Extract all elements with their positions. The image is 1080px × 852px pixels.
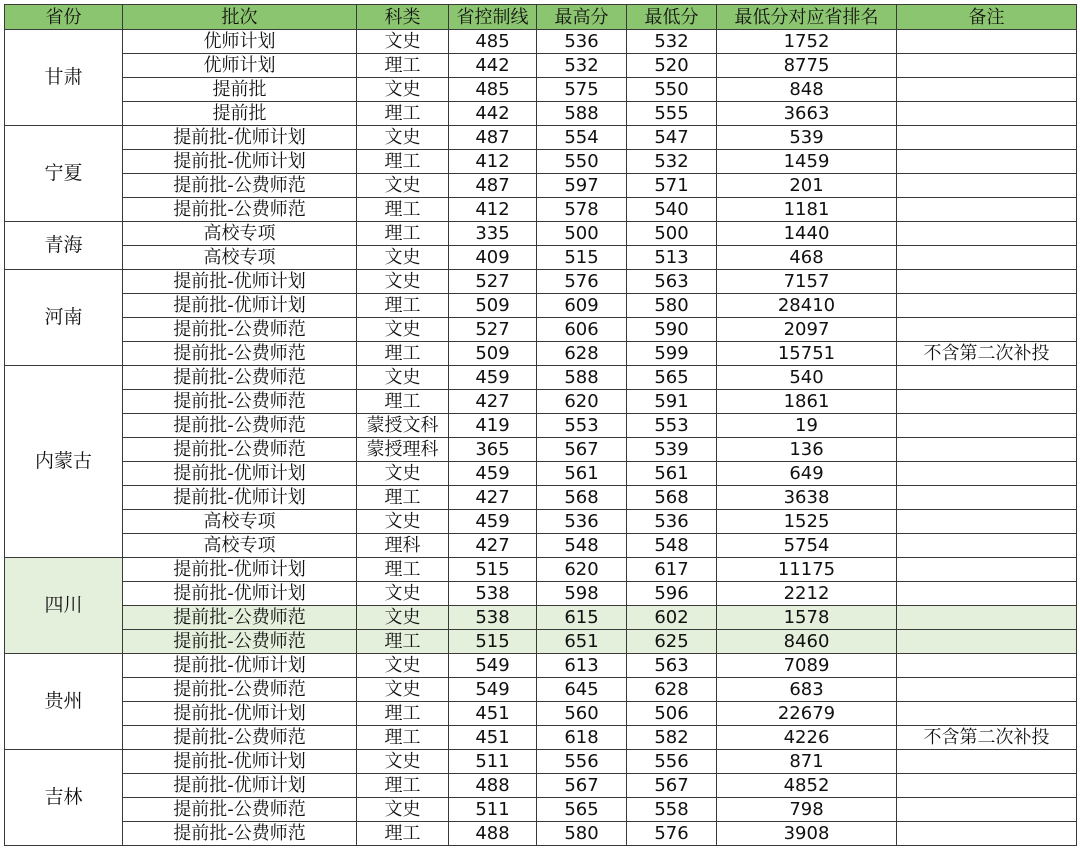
note-cell[interactable] (897, 438, 1077, 462)
note-cell[interactable] (897, 630, 1077, 654)
rank-cell[interactable]: 4852 (717, 774, 897, 798)
control-line-cell[interactable]: 442 (449, 102, 537, 126)
rank-cell[interactable]: 683 (717, 678, 897, 702)
table-row (5, 294, 1077, 318)
batch-cell[interactable]: 提前批 (123, 102, 357, 126)
header-cell[interactable]: 省份 (5, 5, 123, 30)
rank-cell[interactable]: 136 (717, 438, 897, 462)
table-row (5, 798, 1077, 822)
max-score-cell[interactable]: 575 (537, 78, 627, 102)
note-cell[interactable]: 不含第二次补投 (897, 342, 1077, 366)
max-score-cell[interactable]: 578 (537, 198, 627, 222)
control-line-cell[interactable]: 527 (449, 270, 537, 294)
note-cell[interactable] (897, 294, 1077, 318)
rank-cell[interactable]: 539 (717, 126, 897, 150)
control-line-cell[interactable]: 538 (449, 582, 537, 606)
batch-cell[interactable]: 提前批-公费师范 (123, 822, 357, 846)
control-line-cell[interactable]: 527 (449, 318, 537, 342)
max-score-cell[interactable]: 620 (537, 558, 627, 582)
rank-cell[interactable]: 871 (717, 750, 897, 774)
rank-cell[interactable]: 798 (717, 798, 897, 822)
rank-cell[interactable]: 19 (717, 414, 897, 438)
table-row (5, 486, 1077, 510)
batch-cell[interactable]: 提前批-公费师范 (123, 414, 357, 438)
header-cell[interactable]: 科类 (357, 5, 449, 30)
max-score-cell[interactable]: 567 (537, 774, 627, 798)
header-cell[interactable]: 备注 (897, 5, 1077, 30)
subject-cell[interactable]: 理工 (357, 390, 449, 414)
control-line-cell[interactable]: 427 (449, 534, 537, 558)
max-score-cell[interactable]: 560 (537, 702, 627, 726)
max-score-cell[interactable]: 536 (537, 30, 627, 54)
subject-cell[interactable]: 文史 (357, 270, 449, 294)
subject-cell[interactable]: 蒙授理科 (357, 438, 449, 462)
min-score-cell[interactable]: 625 (627, 630, 717, 654)
rank-cell[interactable]: 3908 (717, 822, 897, 846)
note-cell[interactable] (897, 390, 1077, 414)
min-score-cell[interactable]: 590 (627, 318, 717, 342)
table-row (5, 438, 1077, 462)
rank-cell[interactable]: 11175 (717, 558, 897, 582)
max-score-cell[interactable]: 500 (537, 222, 627, 246)
subject-cell[interactable]: 理工 (357, 102, 449, 126)
province-cell[interactable]: 吉林 (5, 750, 123, 846)
batch-cell[interactable]: 高校专项 (123, 222, 357, 246)
note-cell[interactable] (897, 30, 1077, 54)
table-row (5, 750, 1077, 774)
table-row (5, 702, 1077, 726)
batch-cell[interactable]: 高校专项 (123, 510, 357, 534)
max-score-cell[interactable]: 553 (537, 414, 627, 438)
batch-cell[interactable]: 提前批-公费师范 (123, 726, 357, 750)
min-score-cell[interactable]: 506 (627, 702, 717, 726)
control-line-cell[interactable]: 515 (449, 630, 537, 654)
note-cell[interactable] (897, 558, 1077, 582)
header-cell[interactable]: 最低分 (627, 5, 717, 30)
table-body (5, 30, 1077, 846)
header-cell[interactable]: 最低分对应省排名 (717, 5, 897, 30)
subject-cell[interactable]: 理工 (357, 150, 449, 174)
rank-cell[interactable]: 7089 (717, 654, 897, 678)
note-cell[interactable] (897, 702, 1077, 726)
subject-cell[interactable]: 文史 (357, 678, 449, 702)
rank-cell[interactable]: 1578 (717, 606, 897, 630)
note-cell[interactable] (897, 126, 1077, 150)
table-row (5, 630, 1077, 654)
batch-cell[interactable]: 提前批-公费师范 (123, 606, 357, 630)
min-score-cell[interactable]: 617 (627, 558, 717, 582)
min-score-cell[interactable]: 540 (627, 198, 717, 222)
control-line-cell[interactable]: 427 (449, 486, 537, 510)
min-score-cell[interactable]: 500 (627, 222, 717, 246)
subject-cell[interactable]: 文史 (357, 510, 449, 534)
note-cell[interactable] (897, 774, 1077, 798)
note-cell[interactable]: 不含第二次补投 (897, 726, 1077, 750)
batch-cell[interactable]: 提前批-优师计划 (123, 558, 357, 582)
subject-cell[interactable]: 理工 (357, 558, 449, 582)
rank-cell[interactable]: 1861 (717, 390, 897, 414)
note-cell[interactable] (897, 822, 1077, 846)
control-line-cell[interactable]: 487 (449, 174, 537, 198)
subject-cell[interactable]: 理工 (357, 630, 449, 654)
max-score-cell[interactable]: 645 (537, 678, 627, 702)
min-score-cell[interactable]: 602 (627, 606, 717, 630)
rank-cell[interactable]: 3638 (717, 486, 897, 510)
subject-cell[interactable]: 理科 (357, 534, 449, 558)
note-cell[interactable] (897, 54, 1077, 78)
table-row (5, 534, 1077, 558)
max-score-cell[interactable]: 554 (537, 126, 627, 150)
rank-cell[interactable]: 8460 (717, 630, 897, 654)
control-line-cell[interactable]: 549 (449, 678, 537, 702)
batch-cell[interactable]: 提前批-优师计划 (123, 150, 357, 174)
note-cell[interactable] (897, 270, 1077, 294)
min-score-cell[interactable]: 563 (627, 654, 717, 678)
rank-cell[interactable]: 1752 (717, 30, 897, 54)
table-row (5, 78, 1077, 102)
batch-cell[interactable]: 高校专项 (123, 246, 357, 270)
rank-cell[interactable]: 1459 (717, 150, 897, 174)
note-cell[interactable] (897, 486, 1077, 510)
subject-cell[interactable]: 理工 (357, 54, 449, 78)
control-line-cell[interactable]: 511 (449, 798, 537, 822)
batch-cell[interactable]: 提前批-公费师范 (123, 342, 357, 366)
note-cell[interactable] (897, 366, 1077, 390)
note-cell[interactable] (897, 798, 1077, 822)
control-line-cell[interactable]: 538 (449, 606, 537, 630)
subject-cell[interactable]: 文史 (357, 582, 449, 606)
rank-cell[interactable]: 4226 (717, 726, 897, 750)
note-cell[interactable] (897, 750, 1077, 774)
table-row (5, 558, 1077, 582)
control-line-cell[interactable]: 485 (449, 78, 537, 102)
rank-cell[interactable]: 15751 (717, 342, 897, 366)
control-line-cell[interactable]: 487 (449, 126, 537, 150)
batch-cell[interactable]: 提前批-公费师范 (123, 438, 357, 462)
rank-cell[interactable]: 848 (717, 78, 897, 102)
table-row (5, 342, 1077, 366)
rank-cell[interactable]: 8775 (717, 54, 897, 78)
table-row (5, 318, 1077, 342)
header-cell[interactable]: 批次 (123, 5, 357, 30)
control-line-cell[interactable]: 459 (449, 366, 537, 390)
note-cell[interactable] (897, 102, 1077, 126)
note-cell[interactable] (897, 534, 1077, 558)
control-line-cell[interactable]: 409 (449, 246, 537, 270)
rank-cell[interactable]: 5754 (717, 534, 897, 558)
note-cell[interactable] (897, 150, 1077, 174)
min-score-cell[interactable]: 555 (627, 102, 717, 126)
max-score-cell[interactable]: 548 (537, 534, 627, 558)
header-cell[interactable]: 省控制线 (449, 5, 537, 30)
subject-cell[interactable]: 文史 (357, 78, 449, 102)
max-score-cell[interactable]: 609 (537, 294, 627, 318)
table-row (5, 102, 1077, 126)
control-line-cell[interactable]: 549 (449, 654, 537, 678)
rank-cell[interactable]: 22679 (717, 702, 897, 726)
batch-cell[interactable]: 提前批-优师计划 (123, 462, 357, 486)
note-cell[interactable] (897, 414, 1077, 438)
subject-cell[interactable]: 文史 (357, 126, 449, 150)
table-row (5, 366, 1077, 390)
batch-cell[interactable]: 提前批-公费师范 (123, 390, 357, 414)
batch-cell[interactable]: 提前批-优师计划 (123, 702, 357, 726)
province-cell[interactable]: 河南 (5, 270, 123, 366)
subject-cell[interactable]: 文史 (357, 30, 449, 54)
note-cell[interactable] (897, 654, 1077, 678)
batch-cell[interactable]: 提前批-公费师范 (123, 174, 357, 198)
max-score-cell[interactable]: 615 (537, 606, 627, 630)
min-score-cell[interactable]: 520 (627, 54, 717, 78)
table-row (5, 726, 1077, 750)
province-cell[interactable]: 内蒙古 (5, 366, 123, 558)
subject-cell[interactable]: 文史 (357, 366, 449, 390)
note-cell[interactable] (897, 582, 1077, 606)
min-score-cell[interactable]: 582 (627, 726, 717, 750)
header-row (5, 5, 1077, 30)
max-score-cell[interactable]: 597 (537, 174, 627, 198)
rank-cell[interactable]: 1525 (717, 510, 897, 534)
table-row (5, 582, 1077, 606)
table-row (5, 198, 1077, 222)
min-score-cell[interactable]: 565 (627, 366, 717, 390)
batch-cell[interactable]: 提前批-公费师范 (123, 318, 357, 342)
batch-cell[interactable]: 提前批-优师计划 (123, 486, 357, 510)
subject-cell[interactable]: 文史 (357, 798, 449, 822)
control-line-cell[interactable]: 335 (449, 222, 537, 246)
control-line-cell[interactable]: 365 (449, 438, 537, 462)
batch-cell[interactable]: 提前批-公费师范 (123, 798, 357, 822)
rank-cell[interactable]: 28410 (717, 294, 897, 318)
control-line-cell[interactable]: 515 (449, 558, 537, 582)
batch-cell[interactable]: 提前批-公费师范 (123, 366, 357, 390)
admission-score-table (4, 4, 1077, 846)
max-score-cell[interactable]: 620 (537, 390, 627, 414)
max-score-cell[interactable]: 598 (537, 582, 627, 606)
subject-cell[interactable]: 理工 (357, 702, 449, 726)
max-score-cell[interactable]: 613 (537, 654, 627, 678)
min-score-cell[interactable]: 550 (627, 78, 717, 102)
subject-cell[interactable]: 文史 (357, 750, 449, 774)
batch-cell[interactable]: 提前批-公费师范 (123, 198, 357, 222)
note-cell[interactable] (897, 606, 1077, 630)
batch-cell[interactable]: 提前批-优师计划 (123, 126, 357, 150)
max-score-cell[interactable]: 565 (537, 798, 627, 822)
min-score-cell[interactable]: 628 (627, 678, 717, 702)
province-cell[interactable]: 贵州 (5, 654, 123, 750)
control-line-cell[interactable]: 511 (449, 750, 537, 774)
note-cell[interactable] (897, 510, 1077, 534)
max-score-cell[interactable]: 588 (537, 102, 627, 126)
note-cell[interactable] (897, 318, 1077, 342)
control-line-cell[interactable]: 442 (449, 54, 537, 78)
subject-cell[interactable]: 理工 (357, 822, 449, 846)
rank-cell[interactable]: 3663 (717, 102, 897, 126)
max-score-cell[interactable]: 576 (537, 270, 627, 294)
min-score-cell[interactable]: 571 (627, 174, 717, 198)
control-line-cell[interactable]: 451 (449, 726, 537, 750)
max-score-cell[interactable]: 618 (537, 726, 627, 750)
rank-cell[interactable]: 2097 (717, 318, 897, 342)
batch-cell[interactable]: 提前批-优师计划 (123, 750, 357, 774)
control-line-cell[interactable]: 488 (449, 774, 537, 798)
table-row (5, 246, 1077, 270)
subject-cell[interactable]: 文史 (357, 606, 449, 630)
min-score-cell[interactable]: 539 (627, 438, 717, 462)
min-score-cell[interactable]: 580 (627, 294, 717, 318)
min-score-cell[interactable]: 599 (627, 342, 717, 366)
min-score-cell[interactable]: 561 (627, 462, 717, 486)
min-score-cell[interactable]: 532 (627, 30, 717, 54)
batch-cell[interactable]: 提前批-优师计划 (123, 654, 357, 678)
province-cell[interactable]: 四川 (5, 558, 123, 654)
min-score-cell[interactable]: 568 (627, 486, 717, 510)
rank-cell[interactable]: 468 (717, 246, 897, 270)
batch-cell[interactable]: 提前批 (123, 78, 357, 102)
max-score-cell[interactable]: 580 (537, 822, 627, 846)
batch-cell[interactable]: 提前批-优师计划 (123, 270, 357, 294)
min-score-cell[interactable]: 576 (627, 822, 717, 846)
rank-cell[interactable]: 2212 (717, 582, 897, 606)
batch-cell[interactable]: 优师计划 (123, 54, 357, 78)
subject-cell[interactable]: 理工 (357, 774, 449, 798)
batch-cell[interactable]: 提前批-优师计划 (123, 774, 357, 798)
table-row (5, 774, 1077, 798)
rank-cell[interactable]: 1440 (717, 222, 897, 246)
min-score-cell[interactable]: 536 (627, 510, 717, 534)
subject-cell[interactable]: 理工 (357, 726, 449, 750)
max-score-cell[interactable]: 550 (537, 150, 627, 174)
max-score-cell[interactable]: 606 (537, 318, 627, 342)
max-score-cell[interactable]: 561 (537, 462, 627, 486)
batch-cell[interactable]: 提前批-公费师范 (123, 630, 357, 654)
batch-cell[interactable]: 提前批-优师计划 (123, 294, 357, 318)
rank-cell[interactable]: 1181 (717, 198, 897, 222)
max-score-cell[interactable]: 568 (537, 486, 627, 510)
max-score-cell[interactable]: 588 (537, 366, 627, 390)
subject-cell[interactable]: 理工 (357, 294, 449, 318)
max-score-cell[interactable]: 556 (537, 750, 627, 774)
table-row (5, 678, 1077, 702)
min-score-cell[interactable]: 553 (627, 414, 717, 438)
max-score-cell[interactable]: 567 (537, 438, 627, 462)
note-cell[interactable] (897, 78, 1077, 102)
note-cell[interactable] (897, 174, 1077, 198)
header-cell[interactable]: 最高分 (537, 5, 627, 30)
control-line-cell[interactable]: 459 (449, 510, 537, 534)
table-row (5, 30, 1077, 54)
control-line-cell[interactable]: 412 (449, 198, 537, 222)
batch-cell[interactable]: 提前批-优师计划 (123, 582, 357, 606)
table-row (5, 54, 1077, 78)
min-score-cell[interactable]: 547 (627, 126, 717, 150)
control-line-cell[interactable]: 509 (449, 294, 537, 318)
batch-cell[interactable]: 优师计划 (123, 30, 357, 54)
subject-cell[interactable]: 理工 (357, 198, 449, 222)
control-line-cell[interactable]: 509 (449, 342, 537, 366)
table-row (5, 222, 1077, 246)
control-line-cell[interactable]: 419 (449, 414, 537, 438)
batch-cell[interactable]: 提前批-公费师范 (123, 678, 357, 702)
subject-cell[interactable]: 文史 (357, 174, 449, 198)
subject-cell[interactable]: 文史 (357, 246, 449, 270)
subject-cell[interactable]: 理工 (357, 486, 449, 510)
table-row (5, 390, 1077, 414)
min-score-cell[interactable]: 513 (627, 246, 717, 270)
table-row (5, 414, 1077, 438)
batch-cell[interactable]: 高校专项 (123, 534, 357, 558)
subject-cell[interactable]: 文史 (357, 318, 449, 342)
note-cell[interactable] (897, 462, 1077, 486)
table-row (5, 654, 1077, 678)
note-cell[interactable] (897, 222, 1077, 246)
rank-cell[interactable]: 7157 (717, 270, 897, 294)
province-cell[interactable]: 宁夏 (5, 126, 123, 222)
max-score-cell[interactable]: 628 (537, 342, 627, 366)
table-row (5, 510, 1077, 534)
subject-cell[interactable]: 文史 (357, 462, 449, 486)
table-row (5, 822, 1077, 846)
subject-cell[interactable]: 蒙授文科 (357, 414, 449, 438)
min-score-cell[interactable]: 548 (627, 534, 717, 558)
rank-cell[interactable]: 201 (717, 174, 897, 198)
table-row (5, 462, 1077, 486)
max-score-cell[interactable]: 515 (537, 246, 627, 270)
province-cell[interactable]: 青海 (5, 222, 123, 270)
table-row (5, 126, 1077, 150)
control-line-cell[interactable]: 427 (449, 390, 537, 414)
min-score-cell[interactable]: 591 (627, 390, 717, 414)
control-line-cell[interactable]: 459 (449, 462, 537, 486)
min-score-cell[interactable]: 532 (627, 150, 717, 174)
table-row (5, 174, 1077, 198)
min-score-cell[interactable]: 596 (627, 582, 717, 606)
control-line-cell[interactable]: 485 (449, 30, 537, 54)
control-line-cell[interactable]: 412 (449, 150, 537, 174)
note-cell[interactable] (897, 198, 1077, 222)
min-score-cell[interactable]: 558 (627, 798, 717, 822)
max-score-cell[interactable]: 651 (537, 630, 627, 654)
subject-cell[interactable]: 理工 (357, 342, 449, 366)
rank-cell[interactable]: 649 (717, 462, 897, 486)
max-score-cell[interactable]: 532 (537, 54, 627, 78)
min-score-cell[interactable]: 563 (627, 270, 717, 294)
subject-cell[interactable]: 文史 (357, 654, 449, 678)
note-cell[interactable] (897, 678, 1077, 702)
min-score-cell[interactable]: 556 (627, 750, 717, 774)
note-cell[interactable] (897, 246, 1077, 270)
control-line-cell[interactable]: 451 (449, 702, 537, 726)
min-score-cell[interactable]: 567 (627, 774, 717, 798)
subject-cell[interactable]: 理工 (357, 222, 449, 246)
table-row (5, 150, 1077, 174)
max-score-cell[interactable]: 536 (537, 510, 627, 534)
table-row (5, 270, 1077, 294)
control-line-cell[interactable]: 488 (449, 822, 537, 846)
rank-cell[interactable]: 540 (717, 366, 897, 390)
province-cell[interactable]: 甘肃 (5, 30, 123, 126)
table-row (5, 606, 1077, 630)
